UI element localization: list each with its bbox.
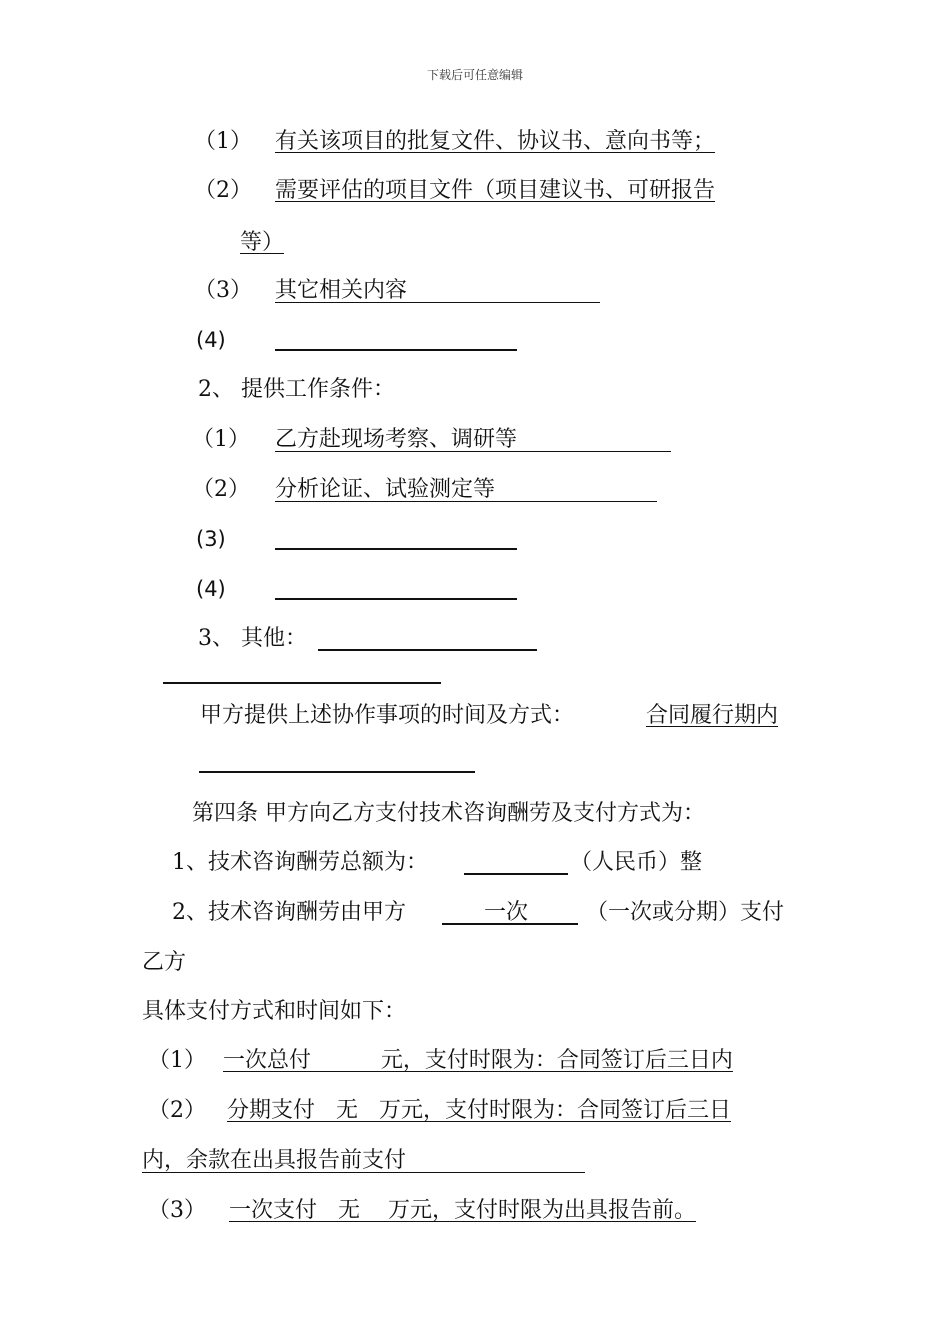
payment-mode-underline <box>442 923 578 925</box>
item-text: 分析论证、试验测定等 <box>275 477 496 502</box>
item-number: （1） <box>194 129 252 154</box>
option-text: 一次支付 无 万元，支付时限为出具报告前。 <box>229 1198 696 1223</box>
option-number: （1） <box>148 1048 206 1073</box>
section-heading: 3、 其他： <box>198 626 307 651</box>
option-text: 分期支付 无 万元，支付时限为：合同签订后三日 <box>227 1098 731 1123</box>
option-text-continued: 内，余款在出具报告前支付 <box>142 1148 407 1173</box>
underline-blank <box>275 451 671 452</box>
underline-blank <box>142 1172 585 1173</box>
page-header: 下载后可任意编辑 <box>426 68 523 82</box>
item-number: （2） <box>192 477 250 502</box>
payment-suffix: （一次或分期）支付 <box>586 900 785 925</box>
item-text: 其它相关内容 <box>275 278 408 303</box>
timing-value: 合同履行期内 <box>646 703 779 728</box>
fill-in-blank <box>163 682 441 684</box>
item-number: （1） <box>192 427 250 452</box>
payment-label: 2、技术咨询酬劳由甲方 <box>172 900 406 925</box>
fill-in-blank <box>318 649 537 651</box>
item-text: 乙方赴现场考察、调研等 <box>275 427 518 452</box>
item-number: (4) <box>196 328 226 352</box>
option-number: （3） <box>148 1198 206 1223</box>
option-number: （2） <box>148 1098 206 1123</box>
fill-in-blank <box>275 598 517 600</box>
timing-label: 甲方提供上述协作事项的时间及方式： <box>200 703 575 728</box>
payment-mode-value: 一次 <box>484 900 529 925</box>
underline-blank <box>275 501 657 502</box>
item-number: （3） <box>194 278 252 303</box>
item-number: (3) <box>196 527 226 551</box>
fill-in-blank <box>275 548 517 550</box>
item-text: 有关该项目的批复文件、协议书、意向书等； <box>275 129 716 154</box>
article-heading: 第四条 甲方向乙方支付技术咨询酬劳及支付方式为： <box>192 801 705 826</box>
underline-blank <box>275 302 600 303</box>
item-text-continued: 等） <box>240 230 285 255</box>
item-number: （2） <box>194 178 252 203</box>
payment-suffix-continued: 乙方 <box>142 950 187 975</box>
option-text: 一次总付 元，支付时限为：合同签订后三日内 <box>223 1048 733 1073</box>
method-heading: 具体支付方式和时间如下： <box>142 999 407 1024</box>
fee-total-suffix: （人民币）整 <box>570 850 703 875</box>
item-number: (4) <box>196 577 226 601</box>
section-heading: 2、 提供工作条件： <box>198 377 395 402</box>
fee-total-label: 1、技术咨询酬劳总额为： <box>172 850 428 875</box>
fee-total-blank <box>464 873 568 875</box>
item-text: 需要评估的项目文件（项目建议书、可研报告 <box>275 178 716 203</box>
fill-in-blank <box>199 771 475 773</box>
fill-in-blank <box>275 349 517 351</box>
